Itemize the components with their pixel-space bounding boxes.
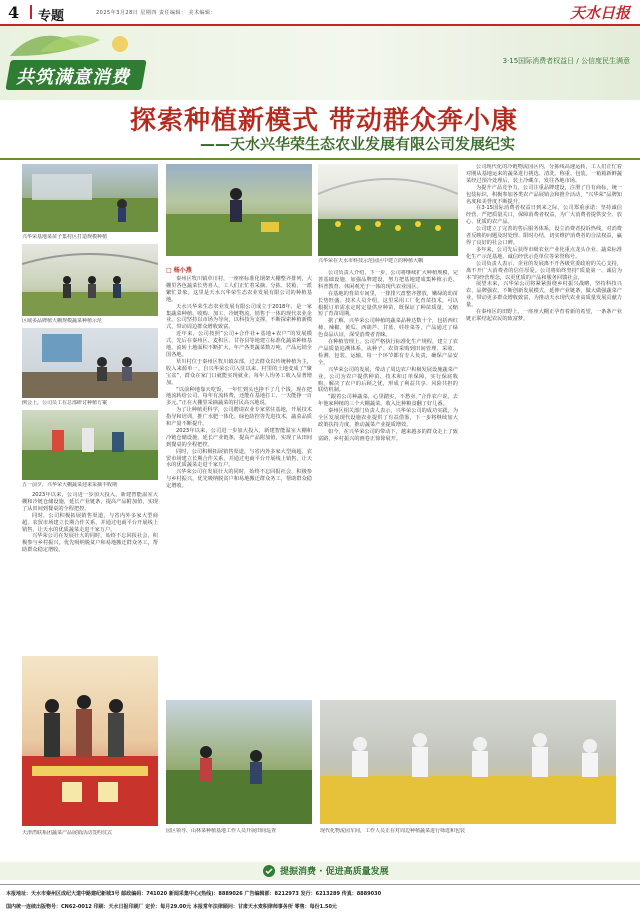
article-paragraph: 公司负责人介绍，下一步，公司将继续扩大种植规模，完善基础设施，加强品牌建设，努力把基地建成集种植示范、科普教育、休闲观光于一体的现代农业园区。 [318,270,458,290]
article-paragraph: 公司现代化的冷链物流园区内，分拣线高速运转，工人们正忙着对刚从基地运来的蔬菜进行挑选、清洗、称重、包装。一箱箱新鲜蔬菜经过预冷处理后，装上冷藏车，发往各地市场。 [466,164,622,184]
article-paragraph: 公司建立了完善的售后服务体系，设立消费者投诉热线，对消费者反映的问题及时处理、限时办结，切实维护消费者的合法权益，赢得了良好的社会口碑。 [466,226,622,246]
article-paragraph: 多年来，公司先后获得市级农业产业化重点龙头企业、蔬菜标准化生产示范基地、诚信经营示范单位等荣誉称号。 [466,246,622,260]
photo-caption: 园区领导、山林菜种植基地工作人员开展田间巡查 [166,828,277,834]
article-paragraph: 展望未来，兴华荣公司将紧紧围绕乡村振兴战略，坚持科技兴农、品牌强农，不断创新发展模式，延伸产业链条，做大做强蔬菜产业，带动更多群众增收致富，为推动天水现代农业高质量发展贡献力量。 [466,281,622,309]
field-scene-icon [22,164,158,232]
footer-address-line: 本报地址：天水市秦州区成纪大道中路建纪新城3号 邮政编码：741020 新闻采集中心(热线)：8889026 广告编辑部：8212973 发行：6213289 传真：8889030 [6,891,382,897]
article-paragraph: 2023年以来，公司进一步加大投入，新建智能温室大棚和冷链仓储设施，延长产业链条，提高产品附加值，实现了从田间到餐桌的全程把控。 [22,492,158,512]
packing-workshop-icon [320,700,616,824]
exhibition-scene-icon [22,656,158,826]
footer-slogan: 提振消费 · 促进高质量发展 [280,867,389,877]
author-byline: □ 杨小燕 [166,267,192,274]
harvest-scene-icon [22,410,158,480]
consumer-rights-icon [262,864,276,878]
article-paragraph: 为提升产品竞争力，公司注重品牌建设，注册了自有商标，统一包装标识，积极参加各类农产品展销会和推介活动，“兴华荣”品牌知名度和美誉度不断提升。 [466,184,622,205]
photo-caption: 兴华荣基地菜苗子集村区打造规模种植 [22,234,108,240]
article-paragraph: 秦州区牧川镇草川村，一座座标准化钢架大棚整齐排列，大棚里各色蔬菜长势喜人，工人们正忙着采摘、分拣、装箱，一派繁忙景象。这里是天水兴华荣生态农业发展有限公司的种植基地。 [166,276,312,303]
article-paragraph: 据了解，兴华荣公司种植的蔬菜品种达数十个，包括西红柿、辣椒、黄瓜、西葫芦、甘蓝、娃娃菜等，产品通过了绿色食品认证，深受消费者青睐。 [318,318,458,339]
footer-publication-line: 国内统一连续出版物号：CN62-0012 印刷：天水日报印刷厂 定价：每月29.00元 本报常年法律顾问：甘肃天水麦积律师事务所 零售：每份1.50元 [6,904,337,910]
article-paragraph: 为了让种植更科学，公司聘请农业专家常驻基地，开展技术指导和培训，推广水肥一体化、绿色防控等先进技术，蔬菜品质和产量不断提升。 [166,407,312,428]
newspaper-logo: 天水日报 [569,4,630,22]
photo-caption: 天津湾联系团蔬菜产品展销活动签约仪式 [22,830,113,836]
article-paragraph: 近年来，公司按照“公司+合作社+基地+农户”的发展模式，先后在秦州区、麦积区、甘谷县等地建立标准化蔬菜种植基地，流转土地面积不断扩大，年产各类蔬菜数万吨，产品远销全国各地。 [166,331,312,358]
photo-exhibition [22,656,158,826]
article-paragraph: 在基地的育苗车间里，一排排穴盘整齐摆放，嫩绿的幼苗长势旺盛。技术人员介绍，这里采用工厂化育苗技术，可以根据订单需求定时定量供应种苗，既保证了种苗质量，又缩短了育苗周期。 [318,290,458,318]
main-title: 探索种植新模式 带动群众奔小康 [130,106,519,136]
title-divider [0,158,640,160]
photo-caption: 五一前夕，兴华荣大棚蔬菜迎来采摘丰收期 [22,482,118,488]
photo-harvest [22,410,158,480]
photo-meeting [22,328,158,398]
article-paragraph: “跟着公司种蔬菜，心里踏实，不愁卖。”合作农户说，去年他家种植的三个大棚蔬菜，收入比种粮食翻了好几番。 [318,394,458,408]
article-column-1 [166,262,312,696]
sub-title: ——天水兴华荣生态农业发展有限公司发展纪实 [200,135,516,153]
article-paragraph: 天水兴华荣生态农业发展有限公司成立于2018年，是一家集蔬菜种植、收购、加工、冷链物流、销售于一体的现代农业企业。公司坚持以市场为导向，以科技为支撑，不断探索种植新模式，带动周边群众增收致富。 [166,303,312,331]
greenhouse-flowers-icon [318,164,458,256]
photo-packing-workshop [320,700,616,824]
article-paragraph: 在秦州区的田野上，一座座大棚正孕育着新的希望，一条条产业链正联结起农民的致富梦。 [466,309,622,322]
meeting-scene-icon [22,328,158,398]
article-column-2 [318,270,458,696]
banner [0,26,640,100]
photo-greenhouse-visit [22,244,158,316]
article-column-1b [22,492,158,652]
page-number: 4 [8,3,20,22]
title-area [0,100,640,160]
photo-field-inspection [166,700,312,824]
header-divider [30,5,32,19]
footer-info [0,884,640,918]
article-paragraph: 同时，公司积极拓展销售渠道，与省内外多家大型商超、农贸市场建立长期合作关系，并通过电商平台开展线上销售，让天水的优质蔬菜走进千家万户。 [22,512,158,533]
article-paragraph: 同时，公司积极拓展销售渠道，与省内外多家大型商超、农贸市场建立长期合作关系，并通过电商平台开展线上销售，让天水的优质蔬菜走进千家万户。 [166,448,312,469]
issue-info: 2025年3月28日 星期四 责任编辑： 美术编辑： [96,10,217,16]
planting-scene-icon [166,164,312,256]
greenhouse-scene-icon [22,244,158,316]
page-header [0,0,640,26]
article-paragraph: 在3·15国际消费者权益日到来之际，公司郑重承诺：坚持诚信经营，严把质量关口，保障消费者权益，为广大消费者提供安全、放心、优质的农产品。 [466,205,622,226]
photo-caption: 现代化物流园车间，工作人员正在对周边种植蔬菜进行筛选和包装 [320,828,466,834]
section-name: 专题 [38,9,65,24]
article-paragraph: 草川村位于秦州区牧川镇东部，过去群众以传统种植为主，收入来源单一。自兴华荣公司入驻以来，村里的土地变成了“聚宝盆”，群众在家门口就能实现就业，每年人均务工收入显著增加。 [166,358,312,386]
article-paragraph: 秦州区相关部门负责人表示，兴华荣公司的成功实践，为全区发展现代设施农业提供了有益借鉴，下一步将继续加大政策扶持力度，推动蔬菜产业提质增效。 [318,408,458,428]
photo-caption: 区域多品牌植大棚规模蔬菜种植示范 [22,318,103,324]
article-paragraph: 如今，在兴华荣公司的带动下，越来越多的群众走上了致富路，乡村振兴的画卷正徐徐展开。 [318,428,458,442]
article-paragraph: 兴华荣公司的发展，带动了周边农户积极发展设施蔬菜产业。公司为农户提供种苗、技术和订单保障，实行保底收购，解决了农户的后顾之忧，形成了利益共享、风险共担的联结机制。 [318,366,458,394]
banner-badge-text: 共筑满意消费 [16,67,130,88]
article-paragraph: 兴华荣公司在发展壮大的同时，始终不忘回报社会，积极参与乡村振兴，优先吸纳脱贫户和易地搬迁群众务工，帮助群众稳定增收。 [166,469,312,490]
photo-greenhouse-flowers [318,164,458,256]
photo-planting [166,164,312,256]
article-paragraph: “以前种地靠天吃饭，一年忙到头也挣不了几个钱。现在把地流转给公司，每年有流转费，还能在基地打工，一天能挣一百多元。”正在大棚里采摘蔬菜的村民高兴地说。 [166,386,312,407]
article-paragraph: 在种植管理上，公司严格执行标准化生产规程，建立了农产品质量追溯体系，从种子、农资采购到田间管理、采收、检测、包装、运输，每一个环节都有专人负责，确保产品安全。 [318,339,458,366]
field-inspection-icon [166,700,312,824]
article-paragraph: 2023年以来，公司进一步加大投入，新建智能温室大棚和冷链仓储设施，延长产业链条，提高产品附加值，实现了从田间到餐桌的全程把控。 [166,427,312,448]
banner-slogan: 3·15国际消费者权益日 / 公信度民生满意 [502,57,630,65]
article-paragraph: 兴华荣公司在发展壮大的同时，始终不忘回报社会，积极参与乡村振兴，优先吸纳脱贫户和易地搬迁群众务工，帮助群众稳定增收。 [22,533,158,554]
photo-caption: 兴华荣在天水市科技示范园区中建立的种植大棚 [318,258,424,264]
article-paragraph: 公司负责人表示，企业的发展离不开各级党委政府的关心支持，离不开广大消费者的信任厚爱。公司将始终坚持“质量第一、诚信为本”的经营理念，以更优质的产品和服务回馈社会。 [466,260,622,281]
photo-field-workers [22,164,158,232]
photo-caption: 例会上，公司员工在总部研讨种植方案 [22,400,108,406]
article-column-3 [466,164,622,696]
